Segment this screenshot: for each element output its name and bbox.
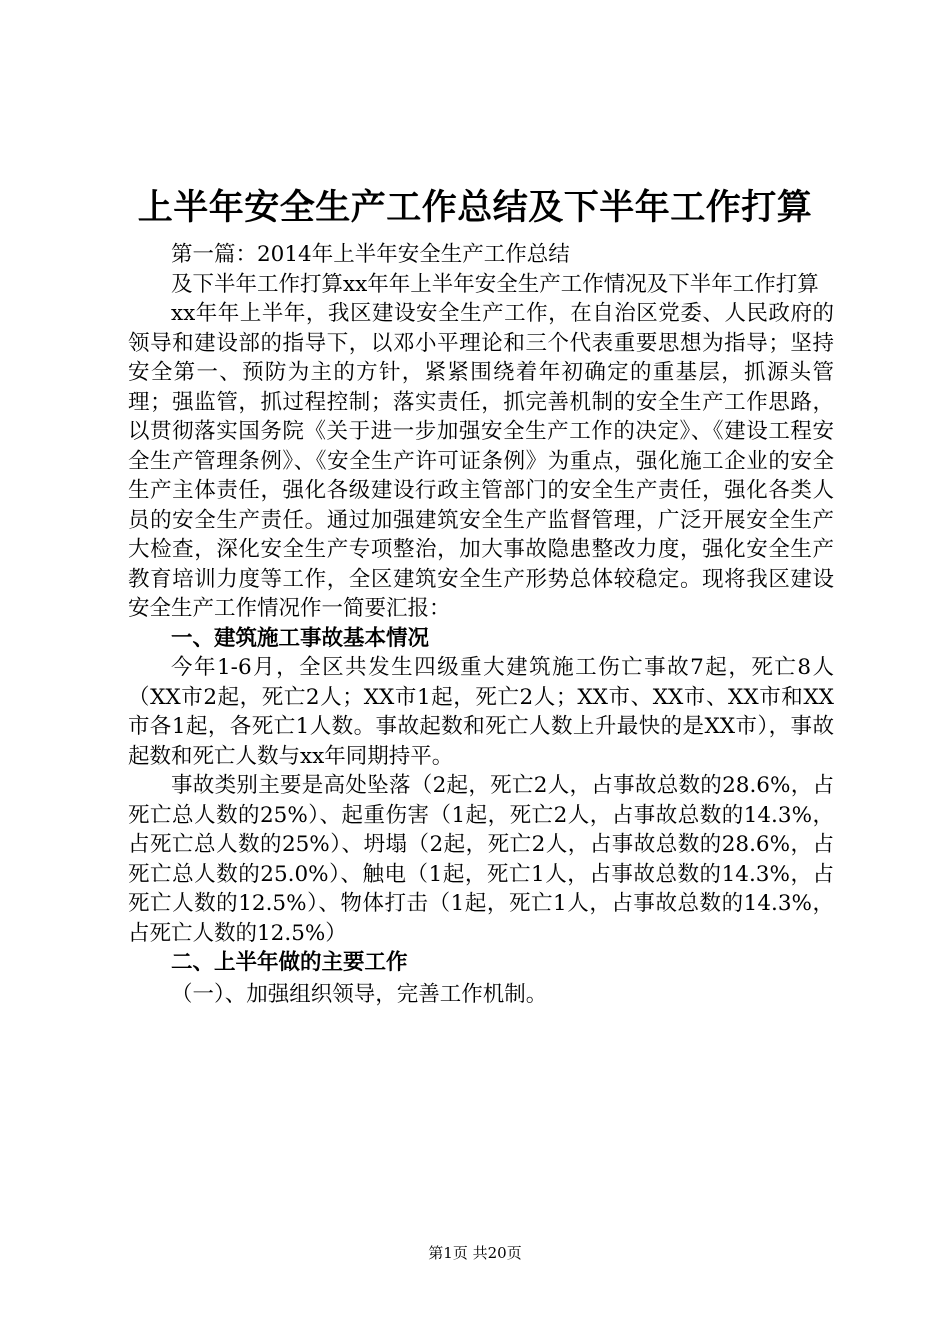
document-title: 上半年安全生产工作总结及下半年工作打算 <box>137 188 813 228</box>
paragraph-intro: xx年年上半年，我区建设安全生产工作，在自治区党委、人民政府的领导和建设部的指导下，以邓小平理论和三个代表重要思想为指导；坚持安全第一、预防为主的方针，紧紧围绕着年初确定的重基层，抓源头管理；强监管，抓过程控制；落实责任，抓完善机制的安全生产工作思路，以贯彻落实国务院《关于进一步加强安全生产工作的决定》、《建设工程安全生产管理条例》、《安全生产许可证条例》为重点，强化施工企业的安全生产主体责任，强化各级建设行政主管部门的安全生产责任，强化各类人员的安全生产责任。通过加强建筑安全生产监督管理，广泛开展安全生产大检查，深化安全生产专项整治，加大事故隐患整改力度，强化安全生产教育培训力度等工作，全区建筑安全生产形势总体较稳定。现将我区建设安全生产工作情况作一简要汇报： <box>128 301 834 621</box>
paragraph-accident-categories: 事故类别主要是高处坠落（2起，死亡2人，占事故总数的28.6%，占死亡总人数的25%）、起重伤害（1起，死亡2人，占事故总数的14.3%，占死亡总人数的25%）、坍塌（2起，死亡2人，占事故总数的28.6%，占死亡总人数的25.0%）、触电（1起，死亡1人，占事故总数的14.3%，占死亡人数的12.5%）、物体打击（1起，死亡1人，占事故总数的14.3%，占死亡人数的12.5%） <box>128 773 834 946</box>
paragraph-accident-overview: 今年1-6月，全区共发生四级重大建筑施工伤亡事故7起，死亡8人（XX市2起，死亡2人；XX市1起，死亡2人；XX市、XX市、XX市和XX市各1起，各死亡1人数。事故起数和死亡人数上升最快的是XX市），事故起数和死亡人数与xx年同期持平。 <box>128 655 834 769</box>
section-heading-1: 一、建筑施工事故基本情况 <box>171 625 430 651</box>
page-footer: 第1页 共20页 <box>428 1244 522 1262</box>
section-heading-2: 二、上半年做的主要工作 <box>171 950 408 975</box>
paragraph-subtitle: 及下半年工作打算xx年年上半年安全生产工作情况及下半年工作打算 <box>171 271 819 297</box>
subsection-heading-1: （一）、加强组织领导，完善工作机制。 <box>171 981 548 1007</box>
document-body <box>128 240 834 1011</box>
paragraph-chapter-title: 第一篇：2014年上半年安全生产工作总结 <box>171 242 570 267</box>
